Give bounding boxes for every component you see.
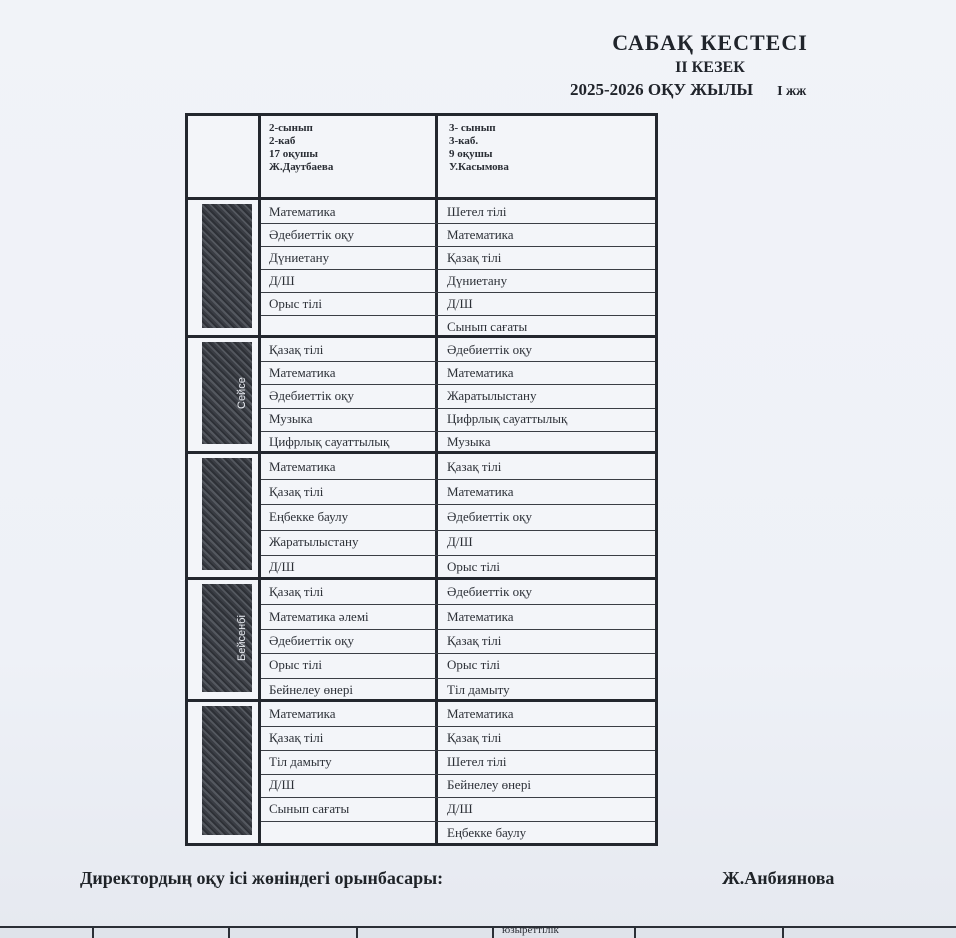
signature-role: Директордың оқу ісі жөніндегі орынбасары: (80, 868, 444, 888)
lesson-2-class (269, 822, 431, 844)
lesson-3-class: Әдебиеттік оқу (447, 584, 532, 599)
lesson-2-class: Д/Ш (269, 777, 295, 792)
lesson-2-class: Д/Ш (269, 559, 295, 574)
class-header-line: 2-каб (269, 135, 296, 147)
lesson-3-class: Бейнелеу өнері (447, 777, 531, 792)
day-separator (188, 335, 655, 338)
table-divider (228, 928, 230, 938)
table-divider (92, 928, 94, 938)
bottom-table-edge (0, 926, 956, 938)
day-separator (188, 577, 655, 580)
table-divider (492, 928, 494, 938)
table-divider (634, 928, 636, 938)
lesson-2-class: Әдебиеттік оқу (269, 388, 354, 403)
lesson-3-class: Жаратылыстану (447, 388, 537, 403)
lesson-3-class: Математика (447, 365, 514, 380)
lesson-2-class: Математика (269, 204, 336, 219)
day-label (236, 710, 250, 831)
lesson-3-class: Дүниетану (447, 273, 508, 288)
lesson-3-class: Қазақ тілі (447, 633, 502, 648)
class-header-2 (261, 116, 435, 198)
lesson-3-class: Шетел тілі (447, 754, 507, 769)
lesson-3-class: Орыс тілі (447, 657, 501, 672)
academic-year: 2025-2026 ОҚУ ЖЫЛЫ (570, 80, 754, 99)
lesson-2-class: Математика (269, 365, 336, 380)
lesson-2-class: Музыка (269, 411, 313, 426)
lesson-3-class: Қазақ тілі (447, 250, 502, 265)
lesson-3-class: Тіл дамыту (447, 682, 510, 697)
period-label: II КЕЗЕК (675, 59, 745, 76)
schedule-table (185, 113, 658, 846)
lesson-3-class: Д/Ш (447, 534, 473, 549)
day-separator (188, 699, 655, 702)
lesson-3-class: Математика (447, 484, 514, 499)
lesson-2-class: Орыс тілі (269, 296, 323, 311)
row-separator (261, 604, 655, 605)
lesson-2-class: Бейнелеу өнері (269, 682, 353, 697)
day-label (236, 208, 250, 324)
lesson-2-class: Әдебиеттік оқу (269, 633, 354, 648)
lesson-3-class: Д/Ш (447, 296, 473, 311)
class-header-line: 17 оқушы (269, 148, 318, 160)
lesson-2-class: Математика әлемі (269, 609, 369, 624)
lesson-2-class: Орыс тілі (269, 657, 323, 672)
page-title: САБАҚ КЕСТЕСІ (612, 30, 808, 55)
day-separator (188, 197, 655, 200)
class-header-line: 9 оқушы (449, 148, 493, 160)
lesson-2-class: Сынып сағаты (269, 801, 350, 816)
bottom-cut-text: юзыреттілік (502, 924, 559, 936)
lesson-2-class: Математика (269, 706, 336, 721)
lesson-2-class: Тіл дамыту (269, 754, 332, 769)
lesson-3-class: Қазақ тілі (447, 730, 502, 745)
lesson-2-class: Қазақ тілі (269, 484, 324, 499)
lesson-3-class: Музыка (447, 434, 491, 449)
lesson-2-class: Қазақ тілі (269, 342, 324, 357)
class-header-line: У.Касымова (449, 161, 509, 173)
day-label: Бейсенбі (236, 615, 248, 661)
day-label: Сейсе (236, 377, 248, 409)
lesson-3-class: Математика (447, 227, 514, 242)
lesson-2-class: Дүниетану (269, 250, 330, 265)
day-separator (188, 451, 655, 454)
class-header-3 (441, 116, 655, 198)
lesson-2-class: Қазақ тілі (269, 730, 324, 745)
year-label (570, 80, 870, 100)
lesson-3-class: Цифрлық сауаттылық (447, 411, 568, 426)
table-divider (356, 928, 358, 938)
grade-label: I жж (777, 84, 807, 99)
lesson-3-class: Математика (447, 706, 514, 721)
lesson-3-class: Сынып сағаты (447, 319, 528, 334)
class-header-line: Ж.Даутбаева (269, 161, 334, 173)
lesson-2-class: Әдебиеттік оқу (269, 227, 354, 242)
lesson-2-class: Қазақ тілі (269, 584, 324, 599)
lesson-2-class: Математика (269, 459, 336, 474)
row-separator (261, 479, 655, 480)
row-separator (261, 504, 655, 505)
lesson-3-class: Математика (447, 609, 514, 624)
class-header-line: 3-каб. (449, 135, 479, 147)
table-divider (782, 928, 784, 938)
signature-name: Ж.Анбиянова (722, 868, 835, 888)
day-label (236, 462, 250, 566)
lesson-3-class: Орыс тілі (447, 559, 501, 574)
lesson-3-class: Қазақ тілі (447, 459, 502, 474)
lesson-2-class: Жаратылыстану (269, 534, 359, 549)
lesson-3-class: Шетел тілі (447, 204, 507, 219)
lesson-3-class: Еңбекке баулу (447, 825, 527, 840)
lesson-3-class: Д/Ш (447, 801, 473, 816)
lesson-3-class: Әдебиеттік оқу (447, 509, 532, 524)
lesson-2-class: Д/Ш (269, 273, 295, 288)
class-header-line: 3- сынып (449, 122, 496, 134)
lesson-2-class: Еңбекке баулу (269, 509, 349, 524)
lesson-3-class: Әдебиеттік оқу (447, 342, 532, 357)
class-header-line: 2-сынып (269, 122, 313, 134)
lesson-2-class: Цифрлық сауаттылық (269, 434, 390, 449)
